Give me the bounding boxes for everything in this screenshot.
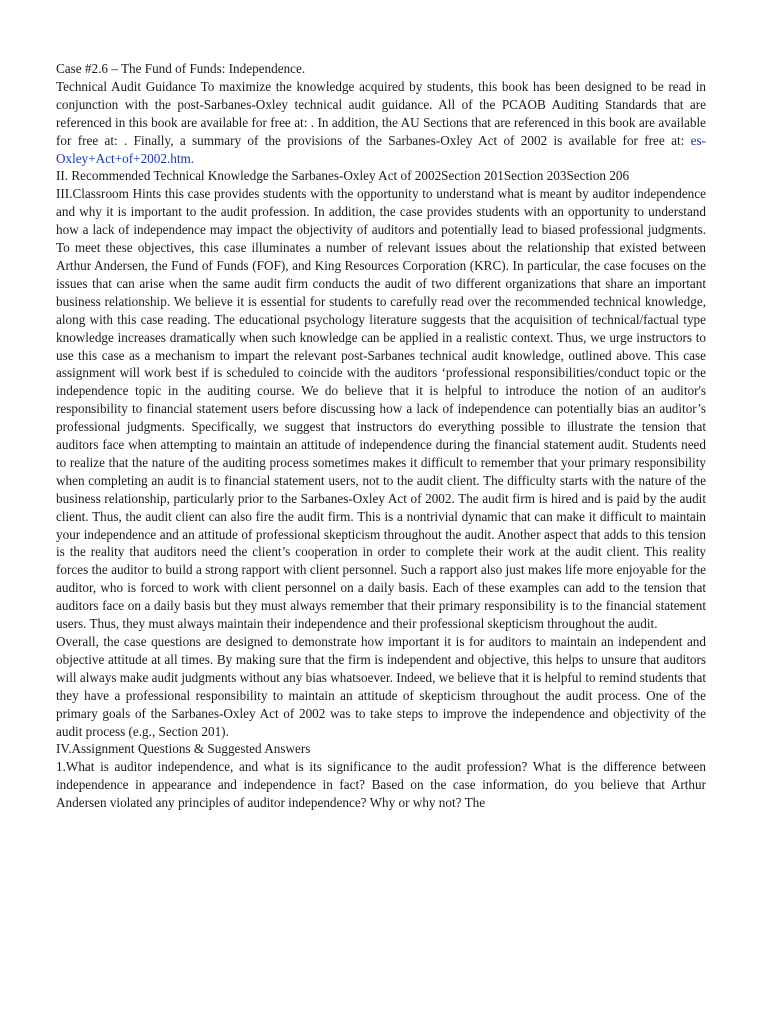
section-ii-paragraph: II. Recommended Technical Knowledge the Sarbanes-Oxley Act of 2002Section 201Section 203Section 206	[56, 168, 630, 184]
case-title: Case #2.6 – The Fund of Funds: Independence.	[56, 61, 306, 76]
question-1-paragraph: 1.What is auditor independence, and what is its significance to the audit profession? What is the difference between independence in appearance and independence in fact? Based on the case information, do you believe that Arthur Andersen violated any principles of auditor independence? Why or why not? The	[56, 759, 706, 811]
sox-summary-link[interactable]: es-Oxley+Act+of+2002.htm.	[56, 132, 706, 166]
guidance-paragraph	[56, 78, 706, 168]
document-body	[56, 60, 706, 812]
guidance-text: Technical Audit Guidance To maximize the knowledge acquired by students, this book has been designed to be read in conjunction with the post-Sarbanes-Oxley technical audit guidance. All of the PCAOB Auditing Standards that are referenced in this book are available for free at: . In addition, the AU Sections that are referenced in this book are available for free at: . Finally, a summary of the provisions of the Sarbanes-Oxley Act of 2002 is available for free at:	[56, 78, 706, 148]
section-iv-heading: IV.Assignment Questions & Suggested Answers	[56, 741, 311, 757]
overall-paragraph: Overall, the case questions are designed to demonstrate how important it is for auditors to maintain an independent and objective attitude at all times. By making sure that the firm is independent and objective, this helps to unsure that auditors will always make audit judgments without any bias whatsoever. Indeed, we believe that it is helpful to remind students that they have a professional responsibility to maintain an attitude of skepticism throughout the audit process. One of the primary goals of the Sarbanes-Oxley Act of 2002 was to take steps to improve the independence and objectivity of the audit process (e.g., Section 201).	[56, 634, 706, 739]
section-iii-paragraph: III.Classroom Hints this case provides students with the opportunity to understand what is meant by auditor independence and why it is important to the audit profession. In addition, the case provides students with an opportunity to understand how a lack of independence may impact the objectivity of auditors and potentially lead to biased professional judgments. To meet these objectives, this case illuminates a number of relevant issues about the relationship that existed between Arthur Andersen, the Fund of Funds (FOF), and King Resources Corporation (KRC). In particular, the case focuses on the issues that can arise when the same audit firm conducts the audit of two different organizations that share an important business relationship. We believe it is essential for students to carefully read over the recommended technical knowledge, along with this case reading. The educational psychology literature suggests that the acquisition of technical/factual type knowledge increases dramatically when such knowledge can be applied in a realistic context. Thus, we urge instructors to use this case as a mechanism to impart the relevant post-Sarbanes technical audit knowledge, outlined above. This case assignment will work best if is scheduled to coincide with the auditors ‘professional responsibilities/conduct topic or the independence topic in the auditing course. We do believe that it is helpful to introduce the notion of an auditor's responsibility to financial statement users before discussing how a lack of independence can potentially bias an auditor’s professional judgments. Specifically, we suggest that instructors do everything possible to illustrate the tension that auditors face when attempting to maintain an attitude of independence during the financial statement audit. Students need to realize that the nature of the auditing process sometimes makes it difficult to remember that your primary responsibility when completing an audit is to financial statement users, not to the audit client. The difficulty starts with the nature of the business relationship, particularly prior to the Sarbanes-Oxley Act of 2002. The audit firm is hired and is paid by the audit client. Thus, the audit client can also fire the audit firm. This is a nontrivial dynamic that can make it difficult to maintain your independence and an attitude of professional skepticism throughout the audit. Another aspect that adds to this tension is the reality that auditors need the client’s cooperation in order to complete their work at the audit client. This reality forces the auditor to build a strong rapport with client personnel. Such a rapport also just makes life more enjoyable for the auditor, who is forced to work with client personnel on a daily basis. Each of these examples can add to the tension that auditors face on a daily basis but they must always remember that their primary responsibility is to the financial statement users. Thus, they must always maintain their independence and their professional skepticism throughout the audit.	[56, 186, 706, 632]
